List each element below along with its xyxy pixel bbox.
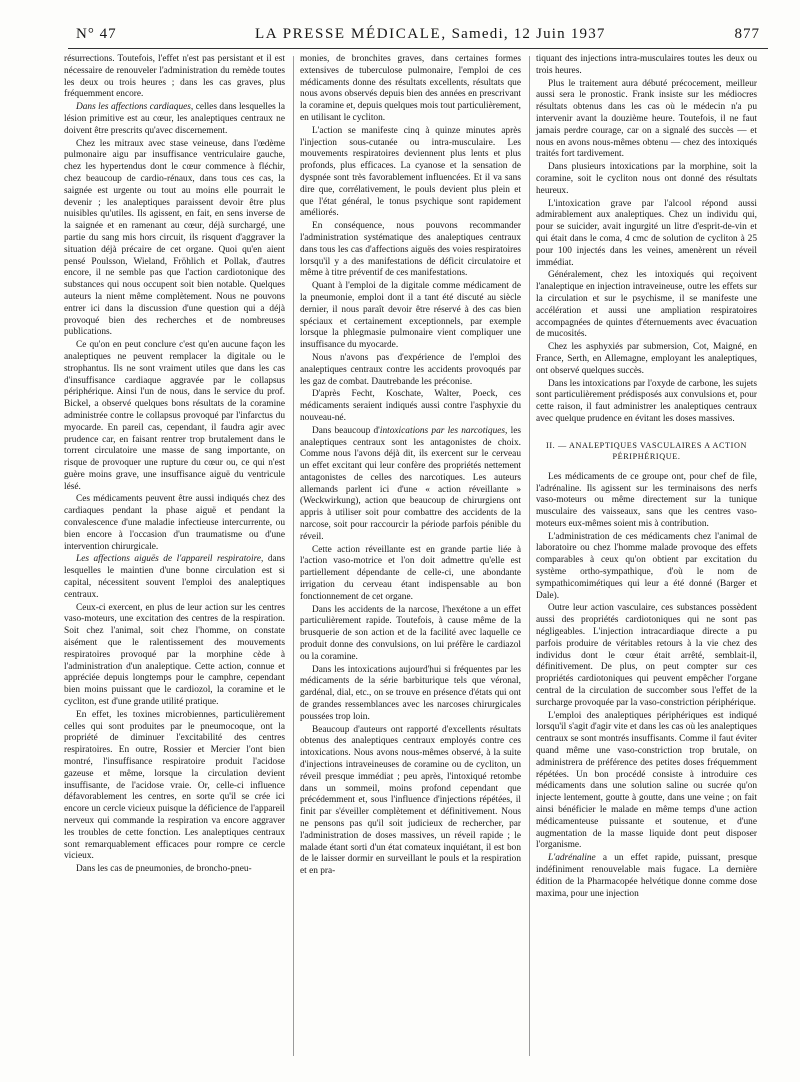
paragraph (64, 864, 285, 876)
paragraph-text: Nous n'avons pas d'expérience de l'emploi des analeptiques centraux contre les accidents provoqués par les gaz de combat. Dautrebande les préconise. (300, 352, 521, 387)
section-heading: II. — ANALEPTIQUES VASCULAIRES A ACTION PÉRIPHÉRIQUE. (546, 440, 747, 461)
paragraph (300, 665, 521, 724)
italic-lead: Dans les affections cardiaques, (76, 102, 194, 113)
paragraph-text: En conséquence, nous pouvons recommander l'administration systématique des analeptiques centraux dans tous les cas d'affections aiguës des voies respiratoires lorsqu'il y a des manifestations de déficit circulatoire et même à titre préventif de ces manifestations. (300, 221, 521, 279)
paragraph-text: Chez les mitraux avec stase veineuse, dans l'œdème pulmonaire aigu par insuffisance ventriculaire gauche, chez les hypertendus dont le cœur commence à fléchir, chez beaucoup de cardio-rénaux, dans tous ces cas, la saignée est urgente ou tout au moins elle pourrait le devenir ; les analeptiques paraissent devoir être plus nuisibles qu'utiles. Ils agissent, en fait, en sens inverse de la saignée et en ramenant au cœur, déjà surchargé, une partie du sang mis hors circuit, ils risquent d'aggraver la situation déjà précaire de cet organe. Quoi qu'en aient pensé Poulsson, Wieland, Fröhlich et Pollak, d'autres encore, il ne semble pas que l'action cardiotonique des substances qui nous occupent soit bien notable. Quelques auteurs la nient même complètement. Nous ne pouvons entrer ici dans la discussion d'une question qui a déjà provoqué bien des recherches et de nombreuses publications. (64, 138, 285, 338)
paragraph (300, 281, 521, 352)
paragraph (536, 270, 757, 341)
paragraph-text: En effet, les toxines microbiennes, particulièrement celles qui sont produites par le pneumocoque, ont la propriété de diminuer l'excitabilité des centres respiratoires. En outre, Rossier et Mercier l'ont bien montré, l'insuffisance respiratoire produit l'acidose gazeuse et même, lorsque la circulation devient insuffisante, de l'acidose vraie. Or, celle-ci influence défavorablement les centres, en sorte qu'il se crée ici encore un cercle vicieux puisque la déficience de l'appareil nerveux qui commande la respiration va encore aggraver les troubles de cette fonction. Les analeptiques centraux sont remarquablement efficaces pour rompre ce cercle vicieux. (64, 709, 285, 862)
page-number: 877 (734, 26, 760, 42)
paragraph (536, 532, 757, 603)
paragraph-text: Plus le traitement aura débuté précocement, meilleur aussi sera le pronostic. Frank insiste sur les médiocres résultats obtenus dans les cas où le médecin n'a pu intervenir avant la douzième heure. Toutefois, il ne faut jamais perdre courage, car on a signalé des succès — et nous en avons nous-mêmes obtenu — chez des intoxiqués traités fort tardivement. (536, 78, 757, 160)
paragraph (64, 102, 285, 137)
italic-lead: intoxications par les narcotiques, (379, 425, 508, 436)
paragraph (536, 853, 757, 900)
paragraph (536, 54, 757, 78)
paragraph (64, 139, 285, 340)
paragraph-text: monies, de bronchites graves, dans certaines formes extensives de tuberculose pulmonaire, l'emploi de ces médicaments donne des résultats excellents, résultats que nous avons observés depuis bien des années en prescrivant la coramine et, depuis quelques mois tout particulièrement, en utilisant le cycliton. (300, 54, 521, 123)
text-column-3 (536, 54, 757, 901)
paragraph (536, 603, 757, 709)
header-rule (68, 48, 768, 49)
text-column-2 (300, 54, 521, 879)
italic-lead: L'adrénaline (548, 853, 596, 864)
paragraph (64, 494, 285, 553)
paragraph-text: Dans les accidents de la narcose, l'hexétone a un effet particulièrement rapide. Toutefois, à cause même de la brusquerie de son action et de la facilité avec laquelle ce produit donne des convulsions, on lui préfère le cardiazol ou la coramine. (300, 604, 521, 662)
paragraph (300, 54, 521, 125)
paragraph (300, 389, 521, 424)
issue-number: N° 47 (76, 26, 117, 42)
paragraph-text: D'après Fecht, Koschate, Walter, Poeck, ces médicaments seraient indiqués aussi contre l'asphyxie du nouveau-né. (300, 389, 521, 423)
paragraph (536, 342, 757, 377)
paragraph (64, 54, 285, 101)
paragraph (536, 379, 757, 426)
paragraph (64, 710, 285, 863)
paragraph (64, 554, 285, 601)
paragraph-text: Généralement, chez les intoxiqués qui reçoivent l'analeptique en injection intraveineuse, outre les effets sur la circulation et sur le psychisme, il se manifeste une accélération et aussi une ampliation respiratoires accompagnées de quintes d'éternuements avec évacuation de mucosités. (536, 270, 757, 340)
paragraph (536, 472, 757, 531)
paragraph-text: dans lesquelles le maintien d'une bonne circulation est si capital, nécessitent souvent l'emploi des analeptiques centraux. (64, 554, 285, 600)
paragraph-text: Chez les asphyxiés par submersion, Cot, Maigné, en France, Serth, en Allemagne, employant les analeptiques, ont observé quelques succès. (536, 342, 757, 376)
journal-title-line (255, 26, 606, 43)
paragraph (300, 725, 521, 878)
paragraph (300, 126, 521, 220)
issue-date: Samedi, 12 Juin 1937 (451, 26, 606, 42)
paragraph-text: Ces médicaments peuvent être aussi indiqués chez des cardiaques pendant la phase aiguë et pendant la convalescence d'une maladie infectieuse intercurrente, ou bien encore à l'occasion d'un traumatisme ou d'une intervention chirurgicale. (64, 494, 285, 552)
paragraph-text: Dans les intoxications par l'oxyde de carbone, les sujets sont particulièrement prédisposés aux convulsions et, pour cette raison, il faut administrer les analeptiques centraux avec quelque prudence en évitant les doses massives. (536, 378, 757, 424)
italic-lead: Les affections aiguës de l'appareil respiratoire, (76, 554, 264, 565)
page-header (70, 24, 760, 46)
paragraph-text: Ce qu'on en peut conclure c'est qu'en aucune façon les analeptiques ne peuvent remplacer la digitale ou le strophantus. Ils ne sont vraiment utiles que dans les cas d'insuffisance cardiaque aggravée par le collapsus périphérique. Ainsi l'un de nous, dans le service du prof. Bickel, a observé quelques bons résultats de la coramine administrée contre le collapsus provoqué par l'infarctus du myocarde. En pareil cas, cependant, il faudra agir avec prudence car, en faisant rentrer trop brutalement dans le torrent circulatoire une masse de sang importante, on risque de provoquer une rupture du cœur ou, ce qui n'est guère moins grave, une insuffisance aiguë du ventricule lésé. (64, 340, 285, 492)
paragraph-text: celles dans lesquelles la lésion primitive est au cœur, les analeptiques centraux ne doivent être prescrits qu'avec discernement. (64, 102, 285, 136)
paragraph-text: Outre leur action vasculaire, ces substances possèdent aussi des propriétés cardiotoniques qui ne sont pas négligeables. L'injection intracardiaque directe a pu parfois produire de véritables retours à la vie chez des individus dont le cœur était arrêté, semblait-il, définitivement. De plus, on peut compter sur ces propriétés cardiotoniques qui peuvent empêcher l'organe central de la circulation de succomber sous l'effet de la surcharge provoquée par la vaso-constriction périphérique. (536, 603, 757, 708)
paragraph (64, 603, 285, 709)
paragraph (300, 545, 521, 604)
journal-title: LA PRESSE MÉDICALE, (255, 26, 447, 42)
paragraph-text: Dans plusieurs intoxications par la morphine, soit la coramine, soit le cycliton nous ont donné des résultats heureux. (536, 162, 757, 196)
paragraph (300, 605, 521, 664)
paragraph-text: tiquant des injections intra-musculaires toutes les deux ou trois heures. (536, 54, 757, 76)
paragraph-text: Dans beaucoup d' (312, 425, 380, 436)
paragraph-text: L'intoxication grave par l'alcool répond aussi admirablement aux analeptiques. Chez un individu qui, pour se suicider, avait ingurgité un litre d'esprit-de-vin et qui était dans le coma, 4 cmc de solution de cycliton à 25 pour 100 injectés dans les veines, amenèrent un réveil immédiat. (536, 198, 757, 268)
paragraph (300, 353, 521, 388)
paragraph-text: Ceux-ci exercent, en plus de leur action sur les centres vaso-moteurs, une excitation des centres de la respiration. Soit chez l'animal, soit chez l'homme, on constate aisément que le ralentissement des mouvements respiratoires provoqué par la morphine cède à l'administration d'un analeptique. Cette action, connue et appréciée depuis longtemps pour le camphre, cependant bien moins puissant que le cardiozol, la coramine et le cycliton, est d'une grande utilité pratique. (64, 602, 285, 708)
column-divider (529, 56, 530, 1056)
paragraph (300, 426, 521, 544)
paragraph (536, 199, 757, 270)
paragraph-text: L'emploi des analeptiques périphériques est indiqué lorsqu'il s'agit d'agir vite et dans les cas où les analeptiques centraux se sont montrés insuffisants. Comme il faut éviter quand même une vaso-constriction trop brutale, on administrera de préférence des petites doses fréquemment répétées. Un bon procédé consiste à introduire ces médicaments dans une solution saline ou sucrée qu'on injecte lentement, goutte à goutte, dans une veine ; on fait ainsi bénéficier le malade en même temps d'une action médicamenteuse puissante et soutenue, et d'une augmentation de la masse liquide dont peut disposer l'organisme. (536, 710, 757, 851)
paragraph (300, 221, 521, 280)
paragraph-text: Dans les cas de pneumonies, de broncho-pneu- (76, 864, 252, 875)
paragraph (64, 340, 285, 493)
paragraph (536, 79, 757, 162)
paragraph (536, 162, 757, 197)
text-column-1 (64, 54, 285, 877)
paragraph-text: les analeptiques centraux sont les antagonistes de choix. Comme nous l'avons déjà dit, ils exercent sur le cerveau un effet excitant qui leur confère des propriétés nettement antagonistes de celles des narcotiques. Les auteurs allemands parlent ici d'une « action réveillante » (Weckwirkung), action que beaucoup de chirurgiens ont appris à utiliser soit pour combattre des accidents de la narcose, soit pour raccourcir la période parfois pénible du réveil. (300, 425, 522, 542)
paragraph-text: Les médicaments de ce groupe ont, pour chef de file, l'adrénaline. Ils agissent sur les terminaisons des nerfs vaso-moteurs ou même directement sur la tunique musculaire des vaisseaux, sans que les centres vaso-moteurs eux-mêmes soient mis à contribution. (536, 471, 757, 529)
paragraph-text: Cette action réveillante est en grande partie liée à l'action vaso-motrice et l'on doit admettre qu'elle est partiellement dépendante de celle-ci, une abondante irrigation du cerveau étant indispensable au bon fonctionnement de cet organe. (300, 544, 521, 602)
paragraph-text: Beaucoup d'auteurs ont rapporté d'excellents résultats obtenus des analeptiques centraux employés contre ces intoxications. Nous avons nous-mêmes observé, à la suite d'injections intraveineuses de coramine ou de cycliton, un réveil presque immédiat ; peu après, l'intoxiqué retombe dans un sommeil, moins profond cependant que précédemment et, sous l'influence d'injections répétées, il finit par s'éveiller complètement et définitivement. Nous ne pensons pas qu'il soit judicieux de rechercher, par l'administration de doses massives, un réveil rapide ; le malade étant sorti d'un état comateux inquiétant, il est bon de le laisser dormir en surveillant le pouls et la respiration et en pra- (300, 724, 521, 877)
paragraph-text: Quant à l'emploi de la digitale comme médicament de la pneumonie, emploi dont il a tant été discuté au siècle dernier, il nous paraît devoir être réservé à des cas bien spéciaux et certainement exceptionnels, par exemple lorsque la phlegmasie pulmonaire vient compliquer une insuffisance du myocarde. (300, 281, 521, 351)
column-divider (293, 56, 294, 1056)
paragraph-text: L'administration de ces médicaments chez l'animal de laboratoire ou chez l'homme malade provoque des effets comparables à ceux qu'on obtient par excitation du système ortho-sympathique, d'où le nom de sympathicomimétiques qui leur a été donné (Barger et Dale). (536, 531, 757, 601)
paragraph (536, 711, 757, 853)
paragraph-text: résurrections. Toutefois, l'effet n'est pas persistant et il est nécessaire de renouveler l'administration du remède toutes les deux ou trois heures ; dans les cas graves, plus fréquemment encore. (64, 54, 285, 100)
paragraph-text: L'action se manifeste cinq à quinze minutes après l'injection sous-cutanée ou intra-musculaire. Les mouvements respiratoires deviennent plus lents et plus profonds, plus efficaces. La cyanose et la sensation de dyspnée sont très favorablement influencées. Et il va sans dire que, corrélativement, le pouls devient plus plein et que l'état général, le tonus psychique sont rapidement améliorés. (300, 125, 521, 219)
paragraph-text: Dans les intoxications aujourd'hui si fréquentes par les médicaments de la série barbiturique tels que véronal, gardénal, dial, etc., on se trouve en présence d'états qui ont de grandes ressemblances avec les narcoses chirurgicales poussées trop loin. (300, 664, 521, 722)
paragraph-text: a un effet rapide, puissant, presque indéfiniment renouvelable mais fugace. La dernière édition de la Pharmacopée helvétique donne comme dose maxima, pour une injection (536, 853, 757, 899)
